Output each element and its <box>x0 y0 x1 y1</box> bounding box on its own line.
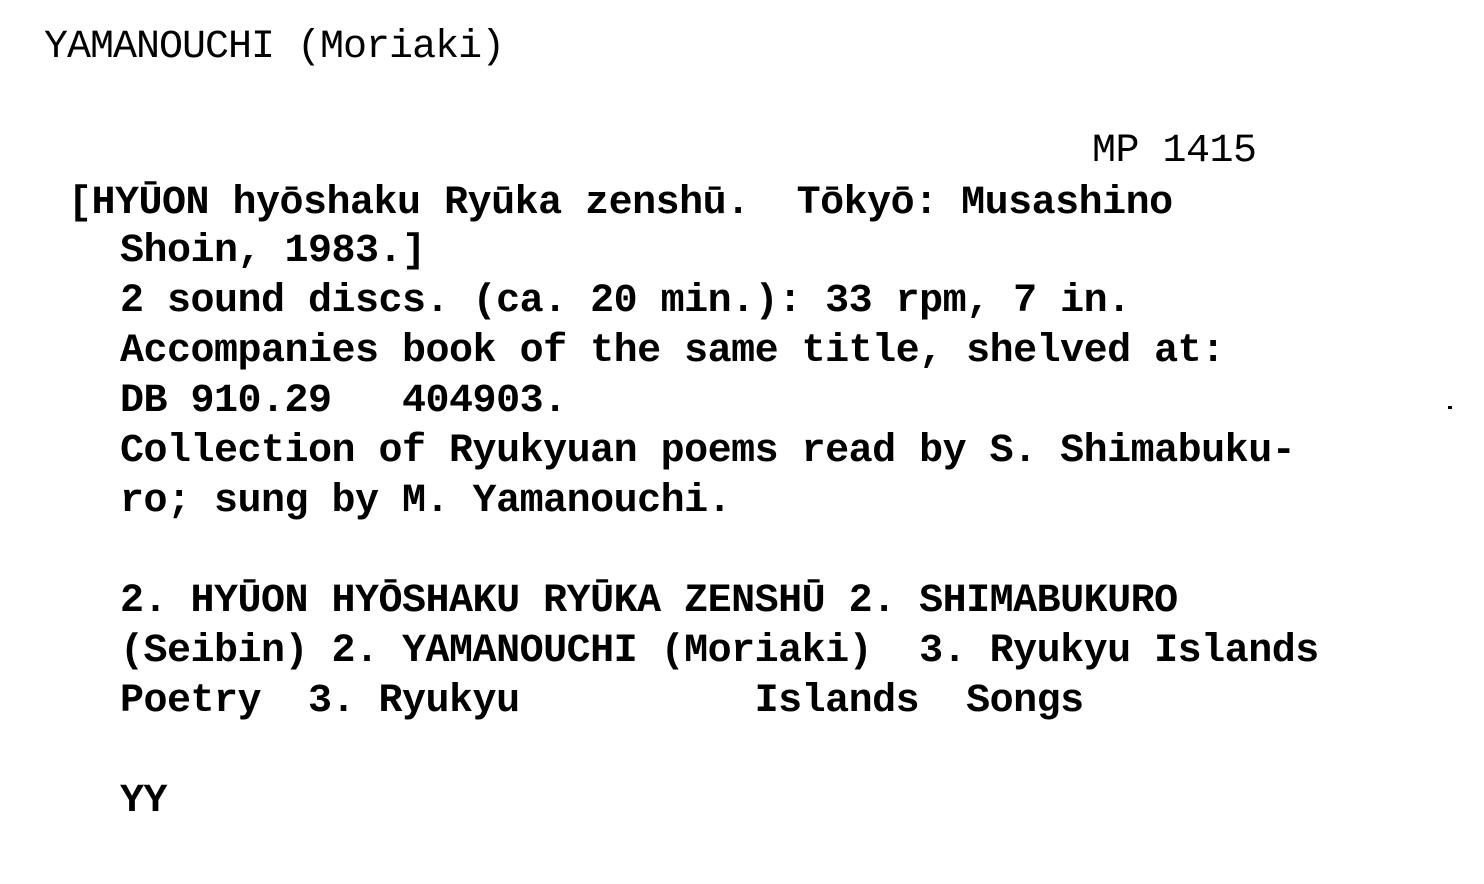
scan-speck <box>1448 406 1452 409</box>
main-entry-heading: YAMANOUCHI (Moriaki) <box>44 25 505 70</box>
description-line-2: Shoin, 1983.] <box>120 229 426 274</box>
note-shelf-location: DB 910.29 404903. <box>120 379 567 424</box>
call-number: MP 1415 <box>1092 129 1257 174</box>
physical-description: 2 sound discs. (ca. 20 min.): 33 rpm, 7 in. <box>120 279 1131 324</box>
note-contents-2: ro; sung by M. Yamanouchi. <box>120 479 732 524</box>
tracing-line-1: 2. HYŪON HYŌSHAKU RYŪKA ZENSHŪ 2. SHIMABUKURO <box>120 579 1178 624</box>
description-line-1: [HYŪON hyōshaku Ryūka zenshū. Tōkyō: Musashino <box>68 181 1173 226</box>
tracing-line-3: Poetry 3. Ryukyu Islands Songs <box>120 679 1084 724</box>
tracing-line-2: (Seibin) 2. YAMANOUCHI (Moriaki) 3. Ryukyu Islands <box>120 629 1319 674</box>
cataloger-initials: YY <box>120 779 168 824</box>
note-accompanies: Accompanies book of the same title, shelved at: <box>120 329 1225 374</box>
note-contents-1: Collection of Ryukyuan poems read by S. Shimabuku- <box>120 429 1296 474</box>
